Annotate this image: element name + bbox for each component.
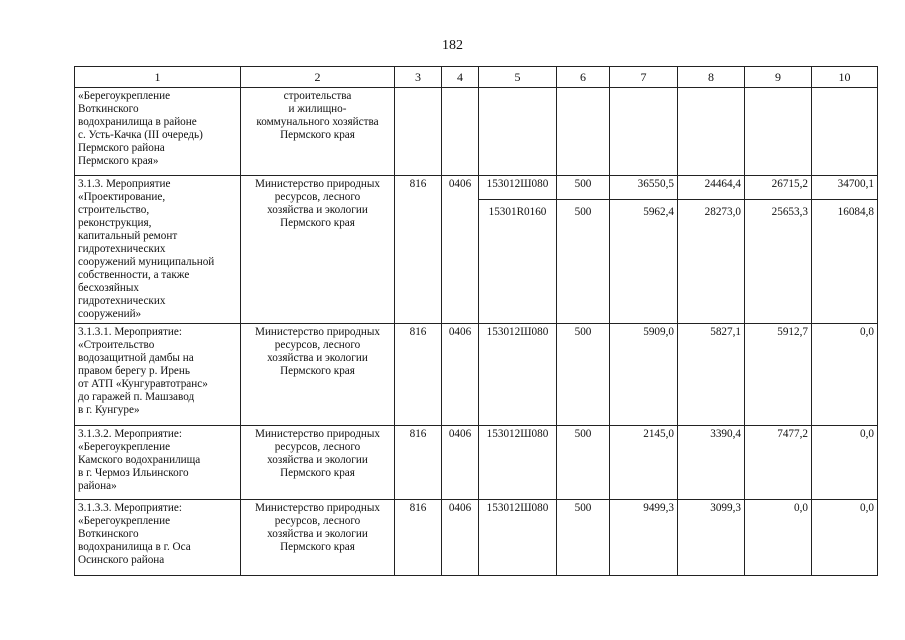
ministry-code-cell [395,426,442,500]
year-2-amount-cell [678,500,745,576]
event-name-cell [75,324,241,426]
administrator-cell [241,324,395,426]
target-article-cell [479,324,557,426]
amount-value: 24464,4 [704,178,741,190]
administrator-cell-text: Министерство природных ресурсов, лесного хозяйства и экологии Пермского края [255,326,380,377]
target-article-cell [479,88,557,176]
expense-type-cell [557,426,610,500]
administrator-cell [241,500,395,576]
amount-value: 26715,2 [771,178,808,190]
event-name-cell [75,176,241,324]
header-row [75,67,878,88]
table-row [75,176,878,324]
inner-divider [557,199,610,200]
amount-value: 0,0 [860,428,874,440]
event-name-cell [75,500,241,576]
section-code-cell [442,324,479,426]
page-number: 182 [442,38,463,53]
target-article-cell [479,426,557,500]
table-body [75,67,878,576]
ministry-code-cell-text: 816 [409,178,427,190]
column-header: 9 [745,67,812,88]
amount-value: 153012Ш080 [486,502,549,514]
event-name-cell-text: 3.1.3.2. Мероприятие: «Берегоукрепление Камского водохранилища в г. Чермоз Ильинского района» [78,428,201,492]
column-header: 3 [395,67,442,88]
event-name-cell-text: «Берегоукрепление Воткинского водохранилища в районе с. Усть-Качка (III очередь) Пермского района Пермского края» [78,90,203,167]
amount-value: 500 [574,502,592,514]
administrator-cell-text: строительства и жилищно- коммунального хозяйства Пермского края [256,90,379,141]
year-2-amount-cell [678,88,745,176]
amount-value: 0,0 [860,502,874,514]
target-article-cell [479,500,557,576]
ministry-code-cell-text: 816 [409,326,427,338]
year-4-amount-cell [812,176,878,324]
amount-value: 15301R0160 [488,206,547,218]
amount-value: 7477,2 [777,428,808,440]
year-1-amount-cell [610,426,678,500]
amount-value: 5962,4 [643,206,674,218]
administrator-cell-text: Министерство природных ресурсов, лесного хозяйства и экологии Пермского края [255,502,380,553]
ministry-code-cell [395,324,442,426]
event-name-cell [75,426,241,500]
section-code-cell [442,426,479,500]
administrator-cell [241,426,395,500]
year-1-amount-cell [610,324,678,426]
expense-type-cell [557,500,610,576]
amount-value: 3390,4 [710,428,741,440]
year-4-amount-cell [812,88,878,176]
amount-value: 28273,0 [704,206,741,218]
ministry-code-cell [395,88,442,176]
section-code-cell [442,500,479,576]
year-1-amount-cell [610,88,678,176]
section-code-cell [442,88,479,176]
section-code-cell-text: 0406 [448,428,472,440]
expense-type-cell [557,88,610,176]
expense-type-cell [557,324,610,426]
amount-value: 0,0 [860,326,874,338]
table-row [75,426,878,500]
amount-value: 9499,3 [643,502,674,514]
year-4-amount-cell [812,500,878,576]
amount-value: 2145,0 [643,428,674,440]
administrator-cell-text: Министерство природных ресурсов, лесного хозяйства и экологии Пермского края [255,428,380,479]
year-3-amount-cell [745,324,812,426]
column-header: 5 [479,67,557,88]
year-1-amount-cell [610,500,678,576]
amount-value: 500 [574,178,592,190]
administrator-cell [241,176,395,324]
section-code-cell-text: 0406 [448,178,472,190]
target-article-cell [479,176,557,324]
budget-table [74,66,878,576]
year-3-amount-cell [745,500,812,576]
event-name-cell-text: 3.1.3. Мероприятие «Проектирование, строительство, реконструкция, капитальный ремонт гидротехнических сооружений муниципальной собственности, а также бесхозяйных гидротехнических сооружений» [78,178,215,320]
amount-value: 3099,3 [710,502,741,514]
amount-value: 0,0 [794,502,808,514]
year-2-amount-cell [678,426,745,500]
year-2-amount-cell [678,176,745,324]
inner-divider [479,199,557,200]
year-4-amount-cell [812,324,878,426]
amount-value: 5912,7 [777,326,808,338]
event-name-cell [75,88,241,176]
inner-divider [745,199,812,200]
ministry-code-cell [395,500,442,576]
year-2-amount-cell [678,324,745,426]
ministry-code-cell-text: 816 [409,502,427,514]
amount-value: 500 [574,206,592,218]
amount-value: 25653,3 [771,206,808,218]
expense-type-cell [557,176,610,324]
year-3-amount-cell [745,426,812,500]
event-name-cell-text: 3.1.3.1. Мероприятие: «Строительство водозащитной дамбы на правом берегу р. Ирень от АТП «Кунгуравтотранс» до гаражей п. Машзавод в г. Кунгуре» [78,326,208,416]
amount-value: 36550,5 [637,178,674,190]
column-header: 1 [75,67,241,88]
year-4-amount-cell [812,426,878,500]
amount-value: 153012Ш080 [486,326,549,338]
section-code-cell-text: 0406 [448,326,472,338]
column-header: 7 [610,67,678,88]
amount-value: 5827,1 [710,326,741,338]
event-name-cell-text: 3.1.3.3. Мероприятие: «Берегоукрепление Воткинского водохранилища в г. Оса Осинского района [78,502,191,566]
column-header: 2 [241,67,395,88]
administrator-cell [241,88,395,176]
column-header: 6 [557,67,610,88]
administrator-cell-text: Министерство природных ресурсов, лесного хозяйства и экологии Пермского края [255,178,380,229]
column-header: 10 [812,67,878,88]
section-code-cell [442,176,479,324]
table-row [75,500,878,576]
amount-value: 500 [574,326,592,338]
table-row [75,88,878,176]
ministry-code-cell-text: 816 [409,428,427,440]
amount-value: 16084,8 [837,206,874,218]
amount-value: 5909,0 [643,326,674,338]
amount-value: 500 [574,428,592,440]
inner-divider [610,199,678,200]
year-3-amount-cell [745,176,812,324]
amount-value: 153012Ш080 [486,178,549,190]
ministry-code-cell [395,176,442,324]
year-3-amount-cell [745,88,812,176]
column-header: 8 [678,67,745,88]
inner-divider [812,199,878,200]
table-row [75,324,878,426]
amount-value: 34700,1 [837,178,874,190]
amount-value: 153012Ш080 [486,428,549,440]
section-code-cell-text: 0406 [448,502,472,514]
inner-divider [678,199,745,200]
year-1-amount-cell [610,176,678,324]
column-header: 4 [442,67,479,88]
